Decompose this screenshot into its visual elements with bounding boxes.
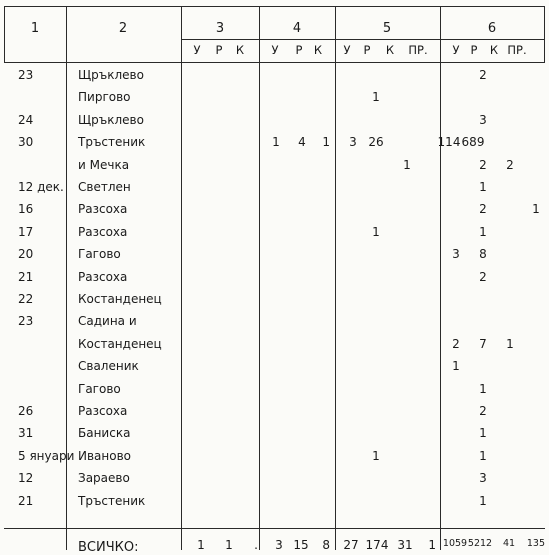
row-date: 5 януари	[18, 449, 75, 463]
row-place: Зараево	[78, 471, 130, 485]
row-place: Иваново	[78, 449, 132, 463]
row-place: Щръклево	[78, 68, 144, 82]
column-header-5: 5	[382, 21, 392, 36]
value-c6-pr: 1	[532, 202, 540, 216]
c3-subheader-k: К	[235, 43, 245, 57]
value-c6-u: 114	[437, 135, 461, 149]
row-date: 26	[18, 404, 34, 418]
total-c5-k: 31	[397, 538, 413, 552]
c6-subheader-k: К	[489, 43, 499, 57]
column-header-3: 3	[215, 21, 225, 36]
value-c6-r: 2	[479, 68, 487, 82]
value-c6-r: 1	[479, 225, 487, 239]
c6-subheader-pr: ПР.	[507, 43, 527, 57]
row-place: Светлен	[78, 180, 131, 194]
c3-subheader-r: Р	[215, 43, 223, 57]
value-c5-r: 1	[372, 225, 380, 239]
row-date: 21	[18, 494, 34, 508]
row-place: и Мечка	[78, 158, 130, 172]
c5-subheader-pr: ПР.	[408, 43, 428, 57]
c6-subheader-r: Р	[470, 43, 478, 57]
row-date: 17	[18, 225, 34, 239]
row-place: Разсоха	[78, 225, 128, 239]
value-c6-r: 1	[479, 382, 487, 396]
total-c3-u: 1	[197, 538, 205, 552]
column-header-2: 2	[118, 21, 128, 36]
row-date: 12	[18, 471, 34, 485]
row-place: Пиргово	[78, 90, 131, 104]
row-date: 23	[18, 314, 34, 328]
value-c6-r: 2	[479, 158, 487, 172]
row-date: 20	[18, 247, 34, 261]
total-c3-r: 1	[225, 538, 233, 552]
table-left-edge	[4, 6, 5, 62]
row-place: Сваленик	[78, 359, 139, 373]
value-c6-r: 2	[479, 202, 487, 216]
row-place: Костанденец	[78, 337, 162, 351]
table-right-edge	[544, 6, 545, 62]
row-place: Гагово	[78, 247, 121, 261]
row-place: Садина и	[78, 314, 137, 328]
value-c4-k: 1	[322, 135, 330, 149]
row-place: Щръклево	[78, 113, 144, 127]
value-c6-k: 2	[506, 158, 514, 172]
total-c6-pr: 135	[526, 538, 545, 549]
total-rule	[4, 528, 545, 529]
column-divider	[181, 6, 182, 550]
c5-subheader-u: У	[343, 43, 351, 57]
value-c6-r: 1	[479, 449, 487, 463]
row-place: Разсоха	[78, 202, 128, 216]
total-c6-u: 1059	[442, 538, 468, 549]
total-c3-k: .	[254, 538, 258, 552]
subheader-rule	[181, 39, 545, 40]
value-c6-r: 2	[479, 270, 487, 284]
value-c6-r: 1	[479, 180, 487, 194]
value-c6-u: 1	[452, 359, 460, 373]
column-header-4: 4	[292, 21, 302, 36]
value-c4-u: 1	[272, 135, 280, 149]
c4-subheader-k: К	[313, 43, 323, 57]
value-c6-u: 2	[452, 337, 460, 351]
column-divider	[335, 6, 336, 550]
column-header-6: 6	[487, 21, 497, 36]
row-place: Баниска	[78, 426, 131, 440]
total-c4-r: 15	[293, 538, 309, 552]
total-c6-k: 41	[502, 538, 516, 549]
c5-subheader-r: Р	[363, 43, 371, 57]
value-c6-r: 3	[479, 471, 487, 485]
table-top-rule	[4, 6, 545, 7]
column-divider	[66, 6, 67, 550]
total-c5-pr: 1	[428, 538, 436, 552]
total-label: ВСИЧКО:	[78, 540, 139, 555]
total-c6-r: 5212	[467, 538, 493, 549]
total-c5-u: 27	[343, 538, 359, 552]
value-c6-k: 1	[506, 337, 514, 351]
row-date: 12 дек.	[18, 180, 64, 194]
value-c6-r: 1	[479, 426, 487, 440]
c4-subheader-u: У	[271, 43, 279, 57]
value-c5-u: 3	[349, 135, 357, 149]
value-c6-r: 3	[479, 113, 487, 127]
c3-subheader-u: У	[193, 43, 201, 57]
row-date: 22	[18, 292, 34, 306]
total-c4-k: 8	[322, 538, 330, 552]
row-date: 24	[18, 113, 34, 127]
header-bottom-rule	[4, 62, 545, 63]
row-date: 30	[18, 135, 34, 149]
total-c5-r: 174	[365, 538, 389, 552]
c6-subheader-u: У	[452, 43, 460, 57]
value-c6-r: 689	[461, 135, 485, 149]
value-c5-r: 1	[372, 449, 380, 463]
column-divider	[259, 6, 260, 550]
c4-subheader-r: Р	[295, 43, 303, 57]
value-c4-r: 4	[298, 135, 306, 149]
row-date: 16	[18, 202, 34, 216]
row-place: Гагово	[78, 382, 121, 396]
column-divider	[440, 6, 441, 550]
row-place: Тръстеник	[78, 494, 146, 508]
row-place: Костанденец	[78, 292, 162, 306]
row-date: 31	[18, 426, 34, 440]
value-c6-u: 3	[452, 247, 460, 261]
row-place: Разсоха	[78, 404, 128, 418]
column-header-1: 1	[30, 21, 40, 36]
value-c5-r: 1	[372, 90, 380, 104]
row-place: Разсоха	[78, 270, 128, 284]
value-c6-r: 1	[479, 494, 487, 508]
value-c5-r: 26	[368, 135, 384, 149]
total-c4-u: 3	[275, 538, 283, 552]
c5-subheader-k: К	[385, 43, 395, 57]
row-place: Тръстеник	[78, 135, 146, 149]
row-date: 23	[18, 68, 34, 82]
value-c6-r: 8	[479, 247, 487, 261]
value-c5-pr: 1	[403, 158, 411, 172]
value-c6-r: 2	[479, 404, 487, 418]
value-c6-r: 7	[479, 337, 487, 351]
row-date: 21	[18, 270, 34, 284]
